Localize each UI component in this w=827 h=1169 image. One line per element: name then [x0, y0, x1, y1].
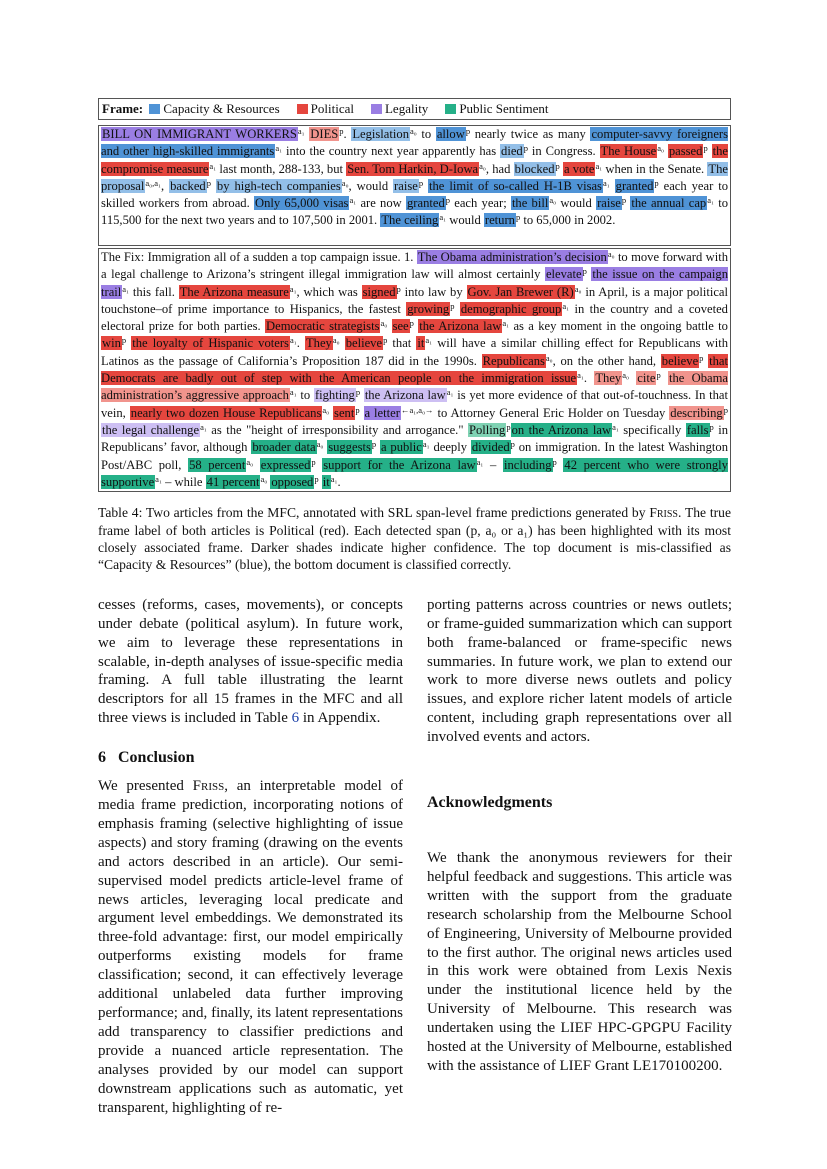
srl-span: Democratic strategists [266, 319, 380, 334]
srl-span: passed [668, 144, 703, 159]
srl-role-label: p [450, 300, 455, 311]
srl-role-label: a₀ [622, 370, 629, 381]
srl-role-label: p [523, 143, 528, 154]
srl-role-label: a₁ [297, 126, 305, 136]
srl-role-label: p [656, 370, 661, 381]
srl-role-label: a₁ [349, 195, 357, 206]
srl-role-label: a₁ [595, 160, 603, 171]
srl-role-label: p [465, 126, 471, 136]
paragraph-text: We presented [98, 778, 193, 795]
frame-legend [98, 98, 731, 120]
srl-role-label: a₁ [330, 473, 338, 484]
srl-span: return [484, 213, 515, 228]
srl-span: a vote [563, 161, 595, 176]
table-reference-link[interactable]: 6 [291, 710, 300, 727]
srl-span: the Arizona law [364, 388, 446, 403]
two-column-body [98, 596, 732, 1118]
srl-span: 41 percent [206, 474, 260, 489]
srl-role-label: p [582, 266, 587, 277]
srl-role-label: a₀ [380, 318, 388, 329]
srl-role-label: p [418, 177, 424, 188]
srl-span: Legislation [352, 127, 409, 141]
paragraph-text: in Appendix. [299, 710, 381, 727]
srl-span: broader data [252, 440, 316, 455]
srl-role-label: a₀ [479, 160, 486, 171]
right-column [427, 596, 732, 1118]
legend-item-label: Public Sentiment [459, 101, 549, 116]
srl-span: divided [471, 440, 510, 455]
srl-role-label: p [445, 195, 450, 206]
srl-role-label: a₀ [545, 352, 553, 363]
srl-span: including [503, 457, 552, 472]
srl-span: The proposal [101, 161, 729, 193]
legend-item-label: Capacity & Resources [163, 101, 280, 116]
srl-span: Sen. Tom Harkin, D-Iowa [347, 161, 479, 176]
srl-span: Only 65,000 visas [254, 196, 349, 211]
legend-item-label: Legality [384, 101, 429, 116]
srl-span: it [417, 336, 425, 351]
srl-span: demographic group [460, 301, 562, 316]
srl-span: the legal challenge [102, 422, 200, 437]
srl-span: win [102, 336, 121, 351]
srl-role-label: a₁ [562, 300, 570, 311]
srl-span: elevate [545, 267, 582, 282]
srl-span: expressed [260, 457, 311, 472]
srl-span: the Arizona law [419, 319, 502, 334]
srl-span: the loyalty of Hispanic voters [132, 336, 289, 351]
srl-role-label: a₀ [260, 473, 268, 484]
srl-span: BILL ON IMMIGRANT WORKERS [102, 127, 297, 141]
srl-span: the Obama administration’s aggressive approach [101, 371, 729, 403]
srl-role-label: p [699, 352, 704, 363]
legend-item [442, 99, 548, 119]
srl-role-label: p [339, 126, 344, 136]
srl-role-label: a₁ [476, 456, 484, 467]
srl-span: fighting [314, 388, 355, 403]
srl-role-label: a₁ [602, 177, 610, 188]
srl-role-label: a₁ [612, 421, 619, 432]
srl-role-label: a₁ [289, 387, 297, 398]
srl-role-label: a₁ [209, 160, 217, 171]
srl-role-label: a₁ [275, 143, 283, 154]
srl-role-label: p [383, 335, 388, 346]
srl-role-label: a₀ [316, 439, 324, 450]
srl-role-label: p [621, 195, 627, 206]
srl-role-label: a₁ [422, 439, 430, 450]
legend-items [146, 101, 562, 116]
srl-span: The ceiling [381, 213, 439, 228]
section-heading [98, 748, 403, 768]
section-number: 6 [98, 749, 106, 767]
srl-role-label: p [703, 143, 708, 154]
srl-span: a public [380, 440, 422, 455]
srl-span: describing [670, 405, 723, 420]
srl-span: the issue on the campaign trail [101, 267, 728, 299]
annotated-article-2: The Fix: Immigration all of a sudden a top campaign issue. 1. The Obama administration’s decision$^{a_0}$ to move forward with a legal challenge to Arizona’s stringent illegal immigration law will almost certainly elevate$^p$ the issue on the campaign trail$^{a_1}$ this fall. The Arizona measure$^{a_1}$, which was signed$^p$ into law by Gov. Jan Brewer $(R)^{a_0}$ in April, is a major political touchstone–of prime importance to Hispanics, the fastest growing$^p$ demographic group$^{a_1}$ in the country and a coveted electoral prize for both parties. Democratic strategists$^{a_0}$ see$^p$ the Arizona law$^{a_1}$ as a key moment in the ongoing battle to win$^p$ the loyalty of Hispanic voters$^{a_1}$. They$^{a_0}$ believe$^p$ that $it^{a_1}$ will have a similar chilling effect for Republicans with Latinos as the passage of California’s Proposition 187 did in the 1990s. Republicans$^{a_0}$, on the other hand, believe$^p$ that Democrats are badly out of step with the American people on the immigration issue$^{a_1}$. They$^{a_0}$ cite$^p$ the Obama administration’s aggressive approach$^{a_1}$ to fighting$^p$ the Arizona law$^{a_1}$ is yet more evidence of that out-of-touchness. In that vein, nearly two dozen House Republicans$^{a_0}$ sent$^p$ a letter$^{\leftarrow a_1,a_0\to}$ to Attorney General Eric Holder on Tuesday describing$^p$ the legal challenge$^{a_1}$ as the "height of irresponsibility and arrogance." Polling$^p$on the Arizona law$^{a_1}$ specifically falls$^p$ in Republicans’ favor, although broader data$^{a_0}$ suggests$^p$ a public$^{a_1}$ deeply divided$^p$ on immigration. In the latest Washington Post/ABC poll, 58 percent$^{a_0}$ expressed$^p$ support for the Arizona law$^{a_1}$ – including$^p$ 42 percent who were strongly supportive$^{a_1}$ – while 41 percent$^{a_0}$ opposed$^p$ $it^{a_1}$. [98, 248, 731, 492]
srl-role-label: a₀ [246, 456, 254, 467]
srl-role-label: p [515, 212, 521, 223]
srl-role-label: a₁ [439, 212, 447, 223]
legend-label: Frame: [102, 101, 144, 116]
legend-swatch [297, 104, 308, 114]
srl-role-label: p [355, 404, 360, 415]
srl-span: suggests [328, 440, 371, 455]
legend-item [294, 99, 354, 119]
srl-span: support for the Arizona law [323, 457, 476, 472]
srl-role-label: a₀ [574, 283, 582, 294]
paragraph-text: , an interpretable model of media frame prediction, incorporating notions of emphasis framing (selective highlighting of issue aspects) and story framing (drawing on the events and actors described in an article). Our semi-supervised model predicts article-level frame of news articles, leveraging local predicate and argument level embeddings. We demonstrated its three-fold advantage: first, our model empirically outperforms existing models for frame classification; second, it can effectively leverage additional unlabeled data further improving performance; and, finally, its latent representations add transparency to classifier predictions and provide a nuanced article representation. The analyses provided by our model can support downstream applications such as automatic, yet transparent, highlighting of re- [98, 778, 403, 1116]
srl-span: the compromise measure [101, 144, 728, 176]
srl-role-label: a₁ [122, 283, 130, 294]
legend-item [146, 99, 279, 119]
srl-role-label: ←a₁,a₀→ [400, 404, 434, 415]
srl-span: They [305, 336, 332, 351]
srl-span: granted [615, 178, 654, 193]
srl-role-label: a₁ [502, 318, 510, 329]
left-column [98, 596, 403, 1118]
srl-span: Republicans [482, 353, 545, 368]
srl-span: died [501, 144, 523, 159]
srl-role-label: p [723, 404, 728, 415]
srl-role-label: a₀ [410, 126, 417, 136]
srl-role-label: a₁ [707, 195, 714, 206]
paper-page [98, 0, 732, 1117]
srl-span: by high-tech companies [216, 178, 341, 193]
srl-span: a letter [364, 405, 400, 420]
srl-role-label: p [409, 318, 414, 329]
srl-span: it [322, 474, 330, 489]
srl-span: The Obama administration’s decision [417, 250, 607, 264]
srl-span: cite [637, 371, 656, 386]
srl-span: signed [362, 284, 396, 299]
srl-span: computer-savvy foreigners and other high-skilled immigrants [101, 127, 729, 159]
legend-swatch [445, 104, 456, 114]
legend-swatch [371, 104, 382, 114]
paragraph: porting patterns across countries or news outlets; or frame-guided summarization which can support both frame-balanced or frame-specific news summaries. In future work, we plan to extend our work to more diverse news outlets and policy issues, and explore richer latent models of article content, including graph representations over all involved events and actors. [427, 596, 732, 746]
paragraph [98, 777, 403, 1117]
srl-span: 58 percent [189, 457, 246, 472]
acknowledgments-heading: Acknowledgments [427, 794, 553, 812]
srl-span: see [392, 319, 409, 334]
srl-role-label: p [311, 456, 316, 467]
srl-role-label: a₀ [657, 143, 664, 154]
srl-span: nearly two dozen House Republicans [130, 405, 322, 420]
srl-span: falls [686, 422, 709, 437]
srl-span: on the Arizona law [511, 422, 612, 437]
srl-role-label: p [555, 160, 560, 171]
srl-span: The Arizona measure [179, 284, 289, 299]
srl-role-label: a₀ [332, 335, 340, 346]
srl-span: the annual cap [631, 196, 707, 211]
srl-role-label: p [396, 283, 401, 294]
srl-role-label: p [552, 456, 557, 467]
srl-span: believe [345, 336, 383, 351]
srl-role-label: p [506, 421, 511, 432]
model-name: Friss [192, 778, 225, 795]
srl-span: the limit of so-called H-1B visas [429, 178, 602, 193]
srl-span: The House [600, 144, 657, 159]
paragraph [98, 596, 403, 728]
section-title: Conclusion [118, 749, 195, 767]
srl-span: allow [436, 127, 465, 141]
srl-span: growing [407, 301, 450, 316]
srl-role-label: a₁ [425, 335, 433, 346]
srl-span: DIES [310, 127, 339, 141]
srl-role-label: a₀ [341, 177, 349, 188]
table-caption [98, 504, 731, 574]
caption-text: . The true frame label of both articles is Political (red). Each detected span (p, a₀ or a₁) has been highlighted with its most closely associated frame. Darker shades indicate higher confidence. The top document is mis-classified as “Capacity & Resources” (blue), the bottom document is classified correctly. [98, 505, 731, 573]
srl-span: 42 percent who were strongly supportive [101, 457, 728, 489]
srl-span: Polling [468, 422, 506, 437]
srl-span: that Democrats are badly out of step with the American people on the immigration issue [101, 353, 729, 386]
srl-span: granted [406, 196, 445, 211]
srl-span: They [595, 371, 622, 386]
srl-role-label: p [510, 439, 515, 450]
srl-span: backed [170, 178, 206, 193]
srl-role-label: a₀ [549, 195, 557, 206]
caption-text: Table 4: Two articles from the MFC, annotated with SRL span-level frame predictions generated by [98, 505, 650, 521]
srl-role-label: p [355, 387, 361, 398]
srl-role-label: p [314, 473, 319, 484]
srl-role-label: a₁ [289, 283, 297, 294]
srl-role-label: a₀ [322, 404, 330, 415]
paragraph-text: cesses (reforms, cases, movements), or concepts under debate (political asylum). In future work, we aim to leverage these representations in scalable, in-depth analyses of issue-specific media framing. A full table illustrating the learnt descriptors for all 15 frames in the MFC and all three views is included in Table [98, 596, 403, 727]
acknowledgments-text: We thank the anonymous reviewers for their helpful feedback and suggestions. This article was written with the support from the graduate research scholarship from the Melbourne School of Engineering, University of Melbourne provided to the first author. The original news articles used in this work were obtained from Lexis Nexis under the institutional licence held by the University of Melbourne. This research was undertaken using the LIEF HPC-GPGPU Facility hosted at the University of Melbourne, established with the assistance of LIEF Grant LE170100200. [427, 850, 732, 1074]
srl-role-label: p [121, 335, 127, 346]
srl-span: the bill [511, 196, 549, 211]
srl-span: sent [334, 405, 355, 420]
model-name: Friss [649, 505, 678, 521]
srl-role-label: a₁ [155, 473, 162, 484]
annotated-article-1: BILL ON IMMIGRANT $WORKERS^{a_1}$ DIES$^p$. Legislation$^{a_0}$ to allow$^p$ nearly twice as many computer-savvy foreigners and other high-skilled immigrants$^{a_1}$ into the country next year apparently has died$^p$ in Congress. The House$^{a_0}$ passed$^p$ the compromise measure$^{a_1}$ last month, 288-133, but Sen. Tom Harkin, D-Iowa$^{a_0}$, had blocked$^p$ a vote$^{a_1}$ when in the Senate. The proposal$^{a_0,a_1}$, backed$^p$ by high-tech companies$^{a_0}$, would raise$^p$ the limit of so-called H-1B visas$^{a_1}$ granted$^p$ each year to skilled workers from abroad. Only 65,000 visas$^{a_1}$ are now granted$^p$ each year; the bill$^{a_0}$ would raise$^p$ the annual cap$^{a_1}$ to 115,500 for the next two years and to 107,500 in 2001. The ceiling$^{a_1}$ would return$^p$ to 65,000 in 2002. [98, 125, 731, 246]
legend-swatch [149, 104, 160, 114]
srl-role-label: a₀ [607, 249, 615, 259]
srl-role-label: p [206, 177, 211, 188]
srl-role-label: a₁ [577, 370, 584, 381]
srl-role-label: p [654, 177, 659, 188]
srl-span: raise [597, 196, 621, 211]
srl-span: blocked [514, 161, 555, 176]
srl-role-label: a₁ [289, 335, 297, 346]
srl-span: believe [661, 353, 699, 368]
srl-role-label: a₁ [200, 421, 207, 432]
legend-item [368, 99, 428, 119]
srl-role-label: p [709, 421, 714, 432]
srl-span: Gov. Jan Brewer (R) [467, 284, 574, 299]
srl-role-label: a₀,a₁ [145, 177, 161, 188]
legend-item-label: Political [310, 101, 354, 116]
srl-role-label: p [371, 439, 377, 450]
srl-role-label: a₁ [446, 387, 454, 398]
srl-span: opposed [271, 474, 314, 489]
srl-span: raise [394, 178, 418, 193]
